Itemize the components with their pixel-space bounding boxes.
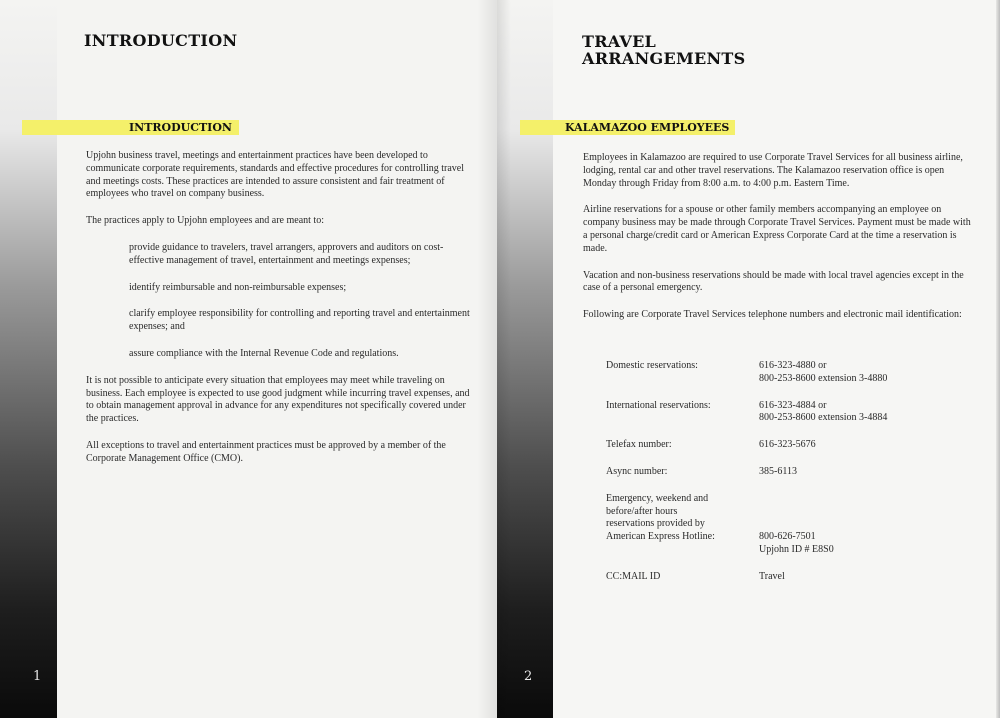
list-item: provide guidance to travelers, travel arrangers, approvers and auditors on cost-effective management of travel, entertainment and meetings expenses; <box>129 241 444 266</box>
paragraph: Vacation and non-business reservations should be made with local travel agencies except in the case of a personal emergency. <box>583 269 964 294</box>
list-item: identify reimbursable and non-reimbursable expenses; <box>129 281 347 293</box>
section-label: KALAMAZOO EMPLOYEES <box>565 121 730 134</box>
body-text <box>86 150 474 480</box>
contact-label: Async number: <box>606 465 668 477</box>
list-item: clarify employee responsibility for controlling and reporting travel and entertainment expenses; and <box>129 308 470 333</box>
page-title <box>582 33 746 67</box>
page-title-line: TRAVEL <box>582 32 657 51</box>
paragraph: It is not possible to anticipate every situation that employees may meet while traveling on business. Each employee is expected to use good judgment while incurring travel expenses, and to obtain management approval in advance for any expenditures not specifically covered under the practices. <box>86 374 470 425</box>
left-page <box>0 0 497 718</box>
contact-value: 616-323-5676 <box>759 439 816 451</box>
contact-label: Telefax number: <box>606 439 672 451</box>
paragraph: Following are Corporate Travel Services telephone numbers and electronic mail identification: <box>583 309 962 321</box>
page-number: 1 <box>33 669 42 684</box>
contact-row <box>606 439 956 452</box>
contact-value-line: Upjohn ID # E8S0 <box>759 543 834 555</box>
page-edge <box>996 0 1000 718</box>
paragraph: Employees in Kalamazoo are required to use Corporate Travel Services for all business airline, lodging, rental car and other travel reservations. The Kalamazoo reservation office is open Monday through Friday from 8:00 a.m. to 4:00 p.m. Eastern Time. <box>583 152 963 189</box>
paragraph: Airline reservations for a spouse or other family members accompanying an employee on company business may be made through Corporate Travel Services. Payment must be made with a personal charge/credit card or American Express Corporate Card at the time a reservation is made. <box>583 204 971 254</box>
contact-row <box>606 493 956 557</box>
section-label: INTRODUCTION <box>129 121 232 134</box>
contact-value-line: 616-323-4880 or <box>759 360 827 371</box>
body-text <box>583 152 973 336</box>
left-margin-band <box>0 0 57 718</box>
contact-value-line: 800-253-8600 extension 3-4884 <box>759 412 888 424</box>
contact-row <box>606 571 956 584</box>
list-item: assure compliance with the Internal Revenue Code and regulations. <box>129 347 399 359</box>
contact-label-line: before/after hours <box>606 505 678 517</box>
contact-value-line: 616-323-4884 or <box>759 399 827 411</box>
gutter-shadow <box>497 0 511 718</box>
practice-list <box>129 242 474 361</box>
contact-value-line: 800-253-8600 extension 3-4880 <box>759 372 888 384</box>
gutter-shadow <box>477 0 497 718</box>
contact-label: International reservations: <box>606 399 711 411</box>
right-page <box>497 0 1000 718</box>
page-title: INTRODUCTION <box>84 31 238 50</box>
contact-label: Domestic reservations: <box>606 360 698 371</box>
contact-row <box>606 466 956 479</box>
contact-value-line: 800-626-7501 <box>759 531 816 543</box>
paragraph: All exceptions to travel and entertainment practices must be approved by a member of the Corporate Management Office (CMO). <box>86 439 446 464</box>
paragraph: Upjohn business travel, meetings and entertainment practices have been developed to communicate corporate requirements, standards and effective procedures for controlling travel and meetings costs. These practices are intended to assure consistent and fair treatment of employees who travel on company business. <box>86 150 464 200</box>
contact-value <box>759 400 956 426</box>
contact-label-line: Emergency, weekend and <box>606 492 709 504</box>
contact-label: CC:MAIL ID <box>606 570 661 582</box>
paragraph: The practices apply to Upjohn employees and are meant to: <box>86 215 324 227</box>
page-number: 2 <box>524 669 533 684</box>
contact-list <box>606 360 956 598</box>
section-label-bar <box>520 120 735 135</box>
contact-label-line: American Express Hotline: <box>606 531 715 543</box>
contact-value: 385-6113 <box>759 465 797 477</box>
contact-row <box>606 400 956 426</box>
contact-row <box>606 360 956 386</box>
contact-value <box>759 360 956 386</box>
section-label-bar <box>22 120 239 135</box>
contact-label-line: reservations provided by <box>606 518 705 530</box>
page-title-line: ARRANGEMENTS <box>582 49 746 68</box>
contact-value: Travel <box>759 570 785 582</box>
contact-label <box>606 493 759 557</box>
contact-value <box>759 531 956 557</box>
